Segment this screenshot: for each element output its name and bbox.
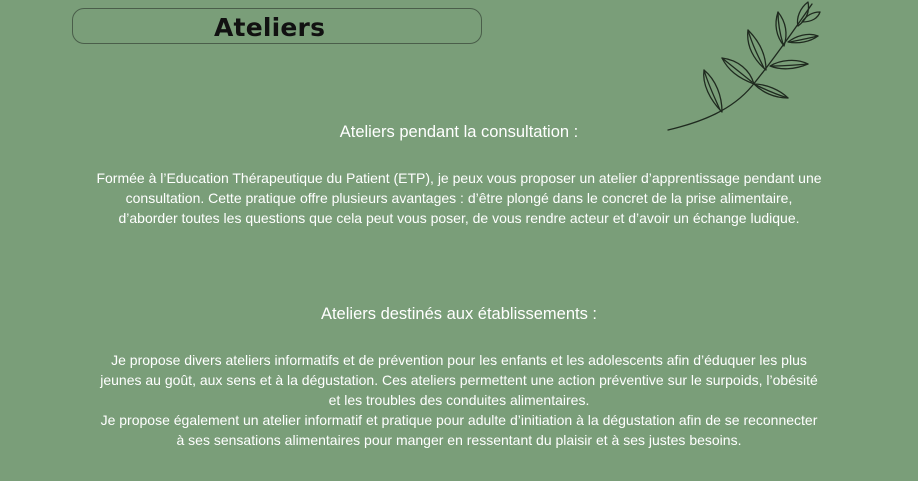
body-line: d’aborder toutes les questions que cela peut vous poser, de vous rendre acteur et d’avoir un échange ludique. [118, 210, 800, 226]
body-line: Formée à l’Education Thérapeutique du Patient (ETP), je peux vous proposer un atelier d’apprentissage pendant une [96, 170, 822, 186]
body-line: à ses sensations alimentaires pour manger en ressentant du plaisir et à ses justes besoins. [176, 432, 742, 448]
body-line: et les troubles des conduites alimentaires. [328, 392, 590, 408]
page-title: Ateliers [214, 13, 326, 42]
section-body-consultation [0, 168, 918, 228]
body-line: consultation. Cette pratique offre plusieurs avantages : d’être plongé dans le concret de la prise alimentaire, [125, 190, 793, 206]
section-body-etablissements [0, 350, 918, 450]
leaf-branch-icon [662, 0, 822, 136]
section-heading-consultation: Ateliers pendant la consultation : [339, 123, 579, 141]
section-heading-etablissements: Ateliers destinés aux établissements : [320, 305, 598, 323]
body-line: Je propose également un atelier informatif et pratique pour adulte d’initiation à la dégustation afin de se reconnecter [100, 412, 818, 428]
body-line: Je propose divers ateliers informatifs et de prévention pour les enfants et les adolescents afin d’éduquer les plus [111, 352, 807, 368]
body-line: jeunes au goût, aux sens et à la dégustation. Ces ateliers permettent une action préventive sur le surpoids, l’obésité [100, 372, 818, 388]
